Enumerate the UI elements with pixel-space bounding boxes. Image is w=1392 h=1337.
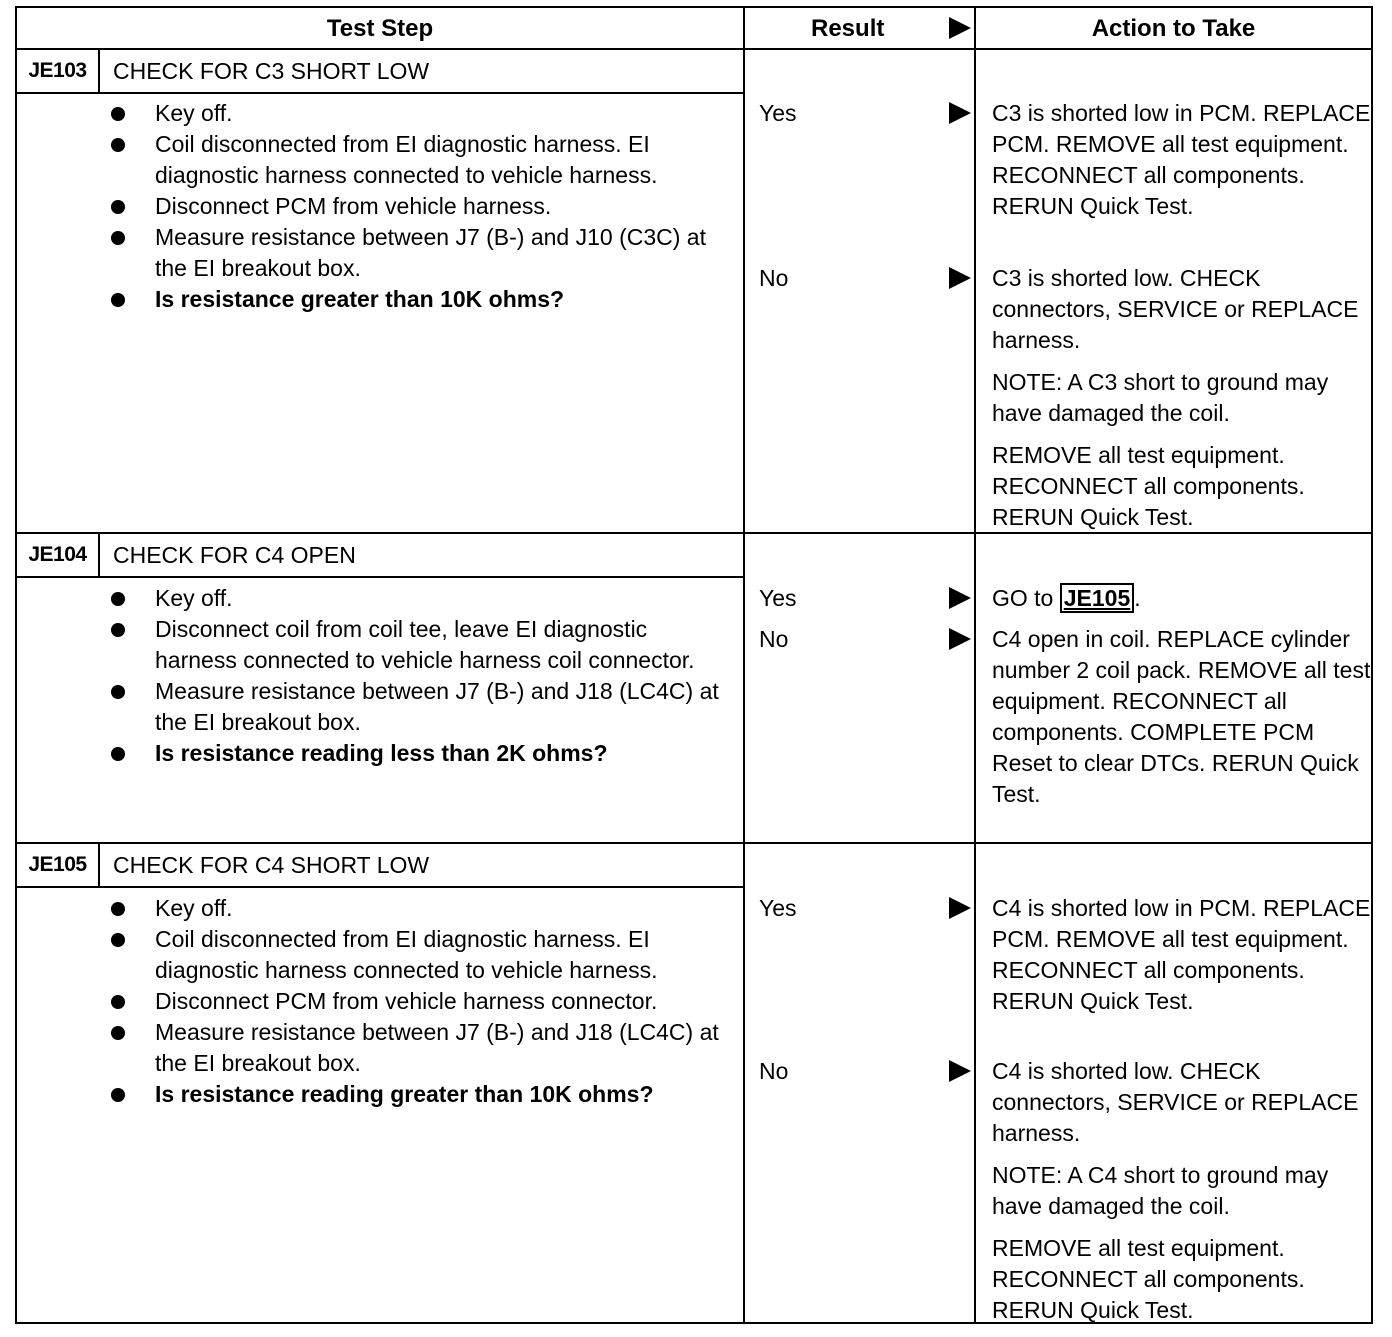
header-arrow-icon [949, 17, 971, 39]
code-divider [98, 50, 100, 92]
header-result: Result [811, 15, 885, 42]
result-no: No [759, 1058, 789, 1084]
action-text: C4 is shorted low. CHECK connectors, SERVICE or REPLACE harness. [992, 1058, 1359, 1146]
step-code: JE105 [28, 853, 87, 876]
result-arrow-icon [949, 102, 971, 124]
step-title: CHECK FOR C4 OPEN [113, 542, 356, 568]
step-item: Coil disconnected from EI diagnostic harness. EI diagnostic harness connected to vehicle harness. [109, 924, 729, 986]
step-item: Measure resistance between J7 (B-) and J18 (LC4C) at the EI breakout box. [109, 676, 729, 738]
code-divider [98, 844, 100, 886]
result-arrow-icon [949, 628, 971, 650]
step-item: Disconnect PCM from vehicle harness. [109, 191, 729, 222]
action-text: C4 is shorted low in PCM. REPLACE PCM. REMOVE all test equipment. RECONNECT all components. RERUN Quick Test. [992, 895, 1371, 1014]
action-note: NOTE: A C4 short to ground may have damaged the coil. [992, 1162, 1329, 1219]
step-title: CHECK FOR C4 SHORT LOW [113, 852, 430, 878]
step-question: Is resistance reading less than 2K ohms? [109, 738, 729, 769]
step-item: Measure resistance between J7 (B-) and J18 (LC4C) at the EI breakout box. [109, 1017, 729, 1079]
step-code: JE104 [28, 543, 87, 566]
code-divider [98, 534, 100, 576]
result-arrow-icon [949, 587, 971, 609]
step-item: Key off. [109, 893, 729, 924]
diagnostic-table [15, 6, 1373, 1324]
action-no [992, 263, 1372, 544]
step-item: Key off. [109, 98, 729, 129]
action-yes [992, 583, 1372, 625]
column-divider-result [743, 8, 745, 1322]
action-text: C4 open in coil. REPLACE cylinder number 2 coil pack. REMOVE all test equipment. RECONNECT all components. COMPLETE PCM Reset to clear DTCs. RERUN Quick Test. [992, 626, 1371, 807]
step-question: Is resistance greater than 10K ohms? [109, 284, 729, 315]
step-code: JE103 [28, 59, 87, 82]
step-item: Key off. [109, 583, 729, 614]
action-no [992, 1056, 1372, 1337]
action-text: C3 is shorted low in PCM. REPLACE PCM. REMOVE all test equipment. RECONNECT all components. RERUN Quick Test. [992, 100, 1371, 219]
step-item: Disconnect coil from coil tee, leave EI diagnostic harness connected to vehicle harness coil connector. [109, 614, 729, 676]
action-prefix: GO to [992, 585, 1060, 611]
action-yes [992, 893, 1372, 1028]
step-reference-link[interactable]: JE105 [1060, 583, 1135, 613]
result-arrow-icon [949, 1060, 971, 1082]
result-no: No [759, 626, 789, 652]
step-list [109, 98, 729, 315]
result-yes: Yes [759, 895, 797, 921]
title-rule [17, 886, 743, 888]
result-arrow-icon [949, 267, 971, 289]
result-arrow-icon [949, 897, 971, 919]
result-yes: Yes [759, 585, 797, 611]
action-text: REMOVE all test equipment. RECONNECT all components. RERUN Quick Test. [992, 1235, 1305, 1323]
action-note: NOTE: A C3 short to ground may have damaged the coil. [992, 369, 1329, 426]
column-divider-action [974, 8, 976, 1322]
result-no: No [759, 265, 789, 291]
action-text: REMOVE all test equipment. RECONNECT all components. RERUN Quick Test. [992, 442, 1305, 530]
header-test-step: Test Step [326, 15, 434, 42]
action-no [992, 624, 1372, 821]
step-title: CHECK FOR C3 SHORT LOW [113, 58, 430, 84]
step-list [109, 893, 729, 1110]
step-item: Measure resistance between J7 (B-) and J10 (C3C) at the EI breakout box. [109, 222, 729, 284]
step-item: Disconnect PCM from vehicle harness connector. [109, 986, 729, 1017]
action-yes [992, 98, 1372, 233]
step-item: Coil disconnected from EI diagnostic harness. EI diagnostic harness connected to vehicle harness. [109, 129, 729, 191]
result-yes: Yes [759, 100, 797, 126]
action-suffix: . [1134, 585, 1141, 611]
step-question: Is resistance reading greater than 10K ohms? [109, 1079, 729, 1110]
title-rule [17, 576, 743, 578]
title-rule [17, 92, 743, 94]
step-list [109, 583, 729, 769]
action-text [992, 583, 1372, 614]
action-text: C3 is shorted low. CHECK connectors, SERVICE or REPLACE harness. [992, 265, 1359, 353]
header-action: Action to Take [1091, 15, 1256, 42]
